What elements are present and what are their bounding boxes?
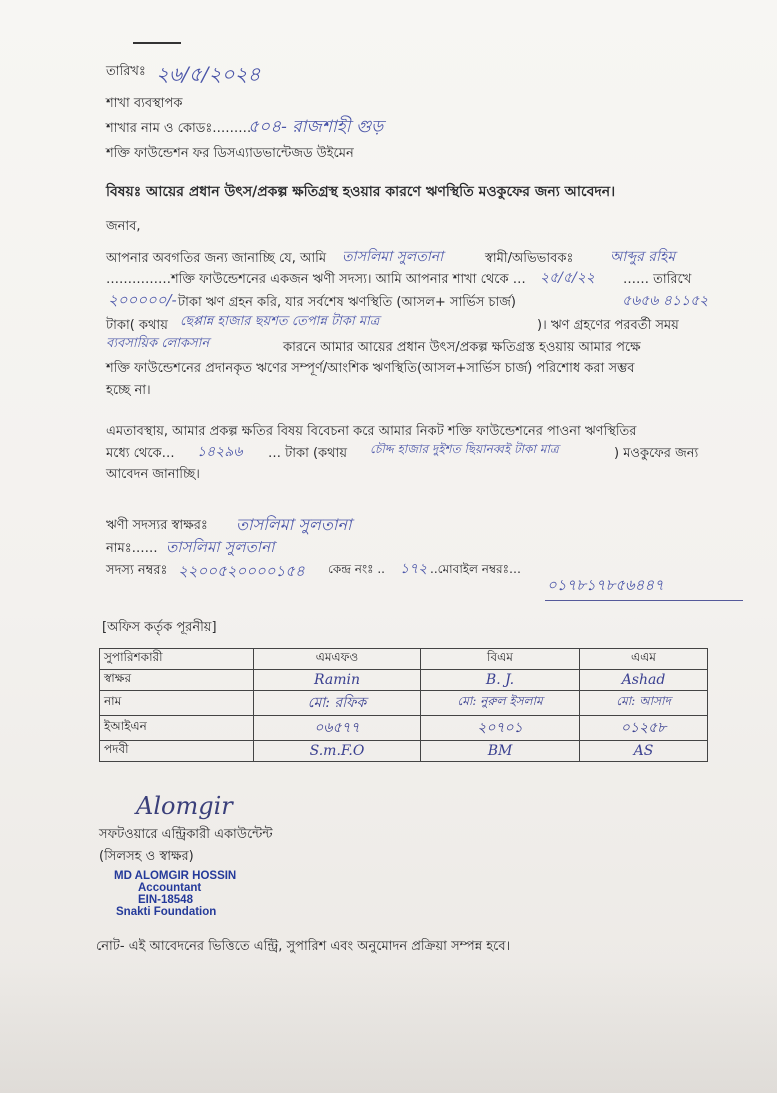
para2-text: মধ্যে থেকে… [106,446,175,461]
signature-cell: Ramin [254,670,421,691]
footnote: নোট- এই আবেদনের ভিত্তিতে এন্ট্রি, সুপারিশ এবং অনুমোদন প্রক্রিয়া সম্পন্ন হবে। [96,939,511,954]
para2-text: ) মওকুফের জন্য [614,446,699,461]
table-header-cell: এমএফও [254,649,421,670]
organization-line: শক্তি ফাউন্ডেশন ফর ডিসএ্যাডভান্টেজড উইমেন [106,146,354,161]
para1-text: আপনার অবগতির জন্য জানাচ্ছি যে, আমি [106,251,327,266]
designation-cell: S.m.F.O [254,741,421,762]
guardian-label: স্বামী/অভিভাবকঃ [485,251,574,266]
recipient-line: শাখা ব্যবস্থাপক [106,96,183,111]
signature-cell: Ashad [580,670,708,691]
waiver-words-handwritten: চৌদ্দ হাজার দুইশত ছিয়ানব্বই টাকা মাত্র [370,442,559,456]
date-label: তারিখঃ [106,64,146,79]
para2-text: … টাকা (কথায় [268,446,347,461]
table-row [100,670,708,691]
para1-text: টাকা ঋণ গ্রহন করি, যার সর্বশেষ ঋণস্থিতি (আসল+ সার্ভিস চার্জ) [178,295,516,310]
center-label: কেন্দ্র নংঃ .. [328,562,385,576]
para1-text: শক্তি ফাউন্ডেশনের প্রদানকৃত ঋণের সম্পূর্ণ/আংশিক ঋণস্থিতি(আসল+সার্ভিস চার্জ) পরিশোধ করা সম্ভব [106,361,635,376]
member-name-handwritten: তাসলিমা সুলতানা [342,249,444,265]
row-label: ইআইএন [100,716,254,741]
salutation: জনাব, [106,219,141,234]
signature-cell: B. J. [421,670,580,691]
center-value: ১৭২ [400,561,428,577]
header-rule [133,42,181,44]
ein-cell: ০৬৫৭৭ [254,716,421,741]
name-cell: মো: নুরুল ইসলাম [421,691,580,716]
branch-value: ৫০৪- রাজশাহী গুড় [248,117,384,137]
table-header-row [100,649,708,670]
mobile-underline [545,600,743,601]
table-header-cell: সুপারিশকারী [100,649,254,670]
accountant-stamp [114,870,236,918]
member-number-label: সদস্য নম্বরঃ [106,563,168,578]
member-name-label: নামঃ…… [106,541,158,556]
para1-text: হচ্ছে না। [106,383,151,398]
para1-text: টাকা( কথায় [106,318,168,333]
office-section-label: [অফিস কর্তৃক পূরনীয়] [102,620,217,635]
subject-line: বিষয়ঃ আয়ের প্রধান উৎস/প্রকল্প ক্ষতিগ্রস্থ হওয়ার কারণে ঋণস্থিতি মওকুফের জন্য আবেদন। [106,184,616,200]
member-number-value: ২২০০৫২০০০০১৫৪ [178,562,305,580]
accountant-title: সফটওয়ারে এন্ট্রিকারী একাউন্টেন্ট [99,827,273,842]
stamp-name: MD ALOMGIR HOSSIN [114,870,237,882]
name-cell: মো: রফিক [254,691,421,716]
accountant-signature: Alomgir [136,792,233,820]
ein-cell: ২০৭০১ [421,716,580,741]
ein-cell: ০১২৫৮ [580,716,708,741]
member-signature: তাসলিমা সুলতানা [236,515,352,534]
para1-text: …… তারিখে [623,272,692,287]
designation-cell: AS [580,741,708,762]
para1-text: কারনে আমার আয়ের প্রধান উৎস/প্রকল্প ক্ষতিগ্রস্ত হওয়ায় আমার পক্ষে [283,340,641,355]
para1-text: ……………শক্তি ফাউন্ডেশনের একজন ঋণী সদস্য। আমি আপনার শাখা থেকে … [106,272,526,287]
table-header-cell: এএম [580,649,708,670]
stamp-ein: EIN-18548 [138,894,193,906]
loan-date-handwritten: ২৫/৫/২২ [540,270,595,286]
para2-text: আবেদন জানাচ্ছি। [106,467,200,482]
table-row [100,716,708,741]
stamp-title: Accountant [138,882,202,894]
table-row [100,691,708,716]
para2-text: এমতাবস্থায়, আমার প্রকল্প ক্ষতির বিষয় বিবেচনা করে আমার নিকট শক্তি ফাউন্ডেশনের পাওনা ঋণস্থিতির [106,424,637,439]
row-label: পদবী [100,741,254,762]
reason-handwritten: ব্যবসায়িক লোকসান [106,336,210,351]
page-shadow [0,960,777,1093]
table-row [100,741,708,762]
balance-words-handwritten: ছেপ্পান্ন হাজার ছয়শত তেপান্ন টাকা মাত্র [180,314,380,329]
row-label: নাম [100,691,254,716]
member-sign-label: ঋণী সদস্যর স্বাক্ষরঃ [106,518,208,533]
waiver-amount-handwritten: ১৪২৯৬ [197,444,243,460]
stamp-org: Snakti Foundation [116,906,217,918]
member-name-value: তাসলিমা সুলতানা [166,538,275,556]
balance-handwritten: ৫৬৫৬ ৪১১৫২ [622,293,709,309]
mobile-label: ..মোবাইল নম্বরঃ… [430,562,522,576]
loan-amount-handwritten: ২০০০০০/- [108,291,177,309]
guardian-name-handwritten: আব্দুর রহিম [610,249,676,265]
branch-label: শাখার নাম ও কোডঃ……… [106,121,252,136]
date-value: ২৬/৫/২০২৪ [156,62,261,86]
row-label: স্বাক্ষর [100,670,254,691]
para1-text: )। ঋণ গ্রহণের পরবর্তী সময় [537,318,679,333]
office-table [99,648,708,762]
table-header-cell: বিএম [421,649,580,670]
accountant-seal-note: (সিলসহ ও স্বাক্ষর) [99,849,194,864]
name-cell: মো: আসাদ [580,691,708,716]
designation-cell: BM [421,741,580,762]
mobile-value: ০১৭৮১৭৮৫৬৪৪৭ [547,576,664,594]
